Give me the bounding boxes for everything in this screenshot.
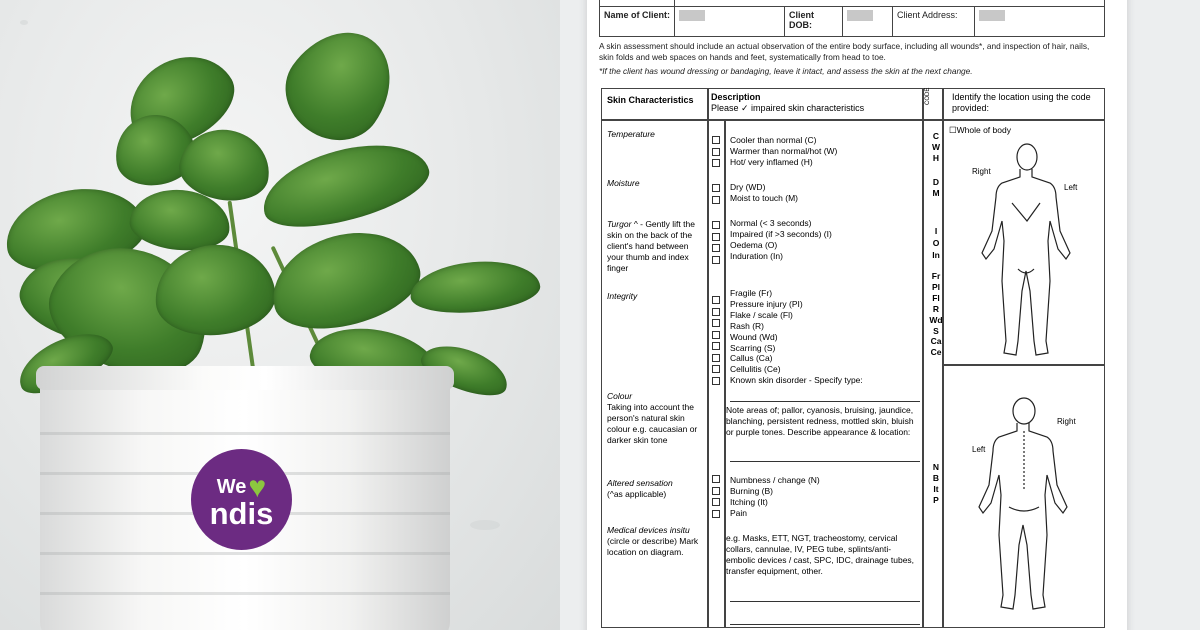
sensation-options: Numbness / change (N) Burning (B) Itching (It) Pain xyxy=(730,475,820,518)
char-temperature: Temperature xyxy=(607,129,655,139)
col-header-characteristics: Skin Characteristics xyxy=(607,95,694,105)
checkbox[interactable] xyxy=(712,244,720,252)
plant-photo xyxy=(0,0,560,630)
integrity-codes: Fr Pl Fl R Wd S Ca Ce xyxy=(929,271,943,358)
address-field[interactable] xyxy=(975,7,1105,37)
name-label: Name of Client: xyxy=(600,7,675,37)
checkbox[interactable] xyxy=(712,510,720,518)
checkbox[interactable] xyxy=(712,498,720,506)
turgor-options: Normal (< 3 seconds) Impaired (if >3 seconds) (I) Oedema (O) Induration (In) xyxy=(730,218,832,261)
skin-disorder-line[interactable] xyxy=(730,401,920,402)
checkbox[interactable] xyxy=(712,319,720,327)
col-header-description: Description Please ✓ impaired skin characteristics xyxy=(711,92,865,113)
char-altered-sensation: Altered sensation (^as applicable) xyxy=(607,478,673,499)
devices-line[interactable] xyxy=(730,601,920,602)
body-back-diagram[interactable] xyxy=(969,395,1079,615)
body-front-diagram[interactable] xyxy=(972,141,1082,361)
dob-label: Client DOB: xyxy=(785,7,843,37)
temperature-codes: C W H xyxy=(931,131,941,163)
moisture-codes: D M xyxy=(932,177,940,198)
logo-brand-text: ndis xyxy=(209,495,274,531)
temperature-options: Cooler than normal (C) Warmer than normal/hot (W) Hot/ very inflamed (H) xyxy=(730,135,838,167)
ndis-logo xyxy=(191,449,292,550)
checkbox[interactable] xyxy=(712,365,720,373)
skin-assessment-form xyxy=(599,0,1105,76)
checkbox[interactable] xyxy=(712,148,720,156)
colour-description: Note areas of; pallor, cyanosis, bruising, jaundice, blanching, persistent redness, mottled skin, bluish or purple tones. Describe appearance & location: xyxy=(726,405,914,437)
char-medical-devices: Medical devices insitu (circle or describe) Mark location on diagram. xyxy=(607,525,699,557)
checkbox[interactable] xyxy=(712,256,720,264)
char-turgor: Turgor ^ - Gently lift the skin on the back of the client's hand between your thumb and index finger xyxy=(607,219,695,273)
checkbox[interactable] xyxy=(712,233,720,241)
front-right-label: Right xyxy=(972,167,991,176)
note-text: *If the client has wound dressing or bandaging, leave it intact, and assess the skin at the next change. xyxy=(599,66,973,76)
checkbox[interactable] xyxy=(712,377,720,385)
medical-devices-description: e.g. Masks, ETT, NGT, tracheostomy, cervical collars, cannulae, IV, PEG tube, splints/anti- embolic devices / cast, SPC, IDC, drainage tubes, transfer equipment, other. xyxy=(726,533,915,576)
checkbox[interactable] xyxy=(712,475,720,483)
col-header-code: CODE xyxy=(925,87,931,105)
sensation-codes: N B It P xyxy=(932,462,940,505)
checkbox[interactable] xyxy=(712,331,720,339)
checkbox[interactable] xyxy=(712,221,720,229)
char-integrity: Integrity xyxy=(607,291,638,301)
checkbox[interactable] xyxy=(712,196,720,204)
address-label: Client Address: xyxy=(893,7,975,37)
intro-text: A skin assessment should include an actual observation of the entire body surface, including all wounds*, and inspection of hair, nails, skin folds and web spaces on hands and feet, systematically from head to toe. xyxy=(599,41,1090,62)
logo-we-text: We xyxy=(216,476,247,498)
devices-line-2[interactable] xyxy=(730,624,920,625)
assessment-table xyxy=(601,88,1105,628)
checkbox[interactable] xyxy=(712,487,720,495)
name-field[interactable] xyxy=(675,7,785,37)
whole-body-checkbox[interactable]: ☐Whole of body xyxy=(949,125,1011,135)
checkbox[interactable] xyxy=(712,184,720,192)
front-left-label: Left xyxy=(1064,183,1078,192)
checkbox[interactable] xyxy=(712,159,720,167)
client-header-table xyxy=(599,0,1105,37)
heart-icon: ♥ xyxy=(248,470,267,504)
col-header-location: Identify the location using the code provided: xyxy=(952,92,1091,113)
back-right-label: Right xyxy=(1057,417,1076,426)
colour-line[interactable] xyxy=(730,461,920,462)
turgor-codes: I O In xyxy=(932,226,940,260)
integrity-options: Fragile (Fr) Pressure injury (PI) Flake / scale (Fl) Rash (R) Wound (Wd) Scarring (S) Callus (Ca) Cellulitis (Ce) Known skin disorder - Specify type: xyxy=(730,288,863,386)
checkbox[interactable] xyxy=(712,354,720,362)
char-moisture: Moisture xyxy=(607,178,640,188)
checkbox[interactable] xyxy=(712,136,720,144)
back-left-label: Left xyxy=(972,445,986,454)
checkbox[interactable] xyxy=(712,308,720,316)
moisture-options: Dry (WD) Moist to touch (M) xyxy=(730,182,799,203)
dob-field[interactable] xyxy=(843,7,893,37)
char-colour: Colour Taking into account the person's natural skin colour e.g. caucasian or darker skin tone xyxy=(607,391,698,445)
checkbox[interactable] xyxy=(712,342,720,350)
checkbox[interactable] xyxy=(712,296,720,304)
